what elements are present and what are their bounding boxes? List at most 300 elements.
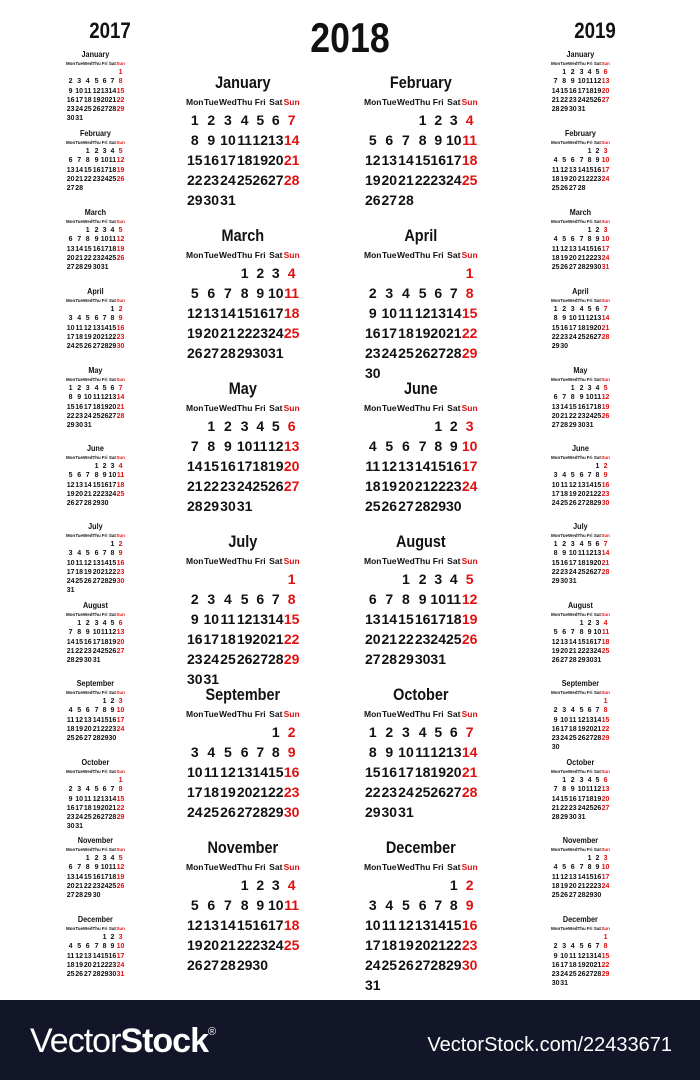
weekday-header: Fri: [586, 61, 593, 66]
day-cell: 6: [68, 864, 73, 872]
day-cell: 23: [116, 568, 125, 576]
day-cell: 17: [593, 638, 602, 646]
weekday-header: Fri: [101, 455, 108, 460]
day-cell: 27: [66, 264, 75, 272]
weekday-header: Fri: [432, 250, 444, 260]
day-cell: 5: [102, 385, 107, 392]
day-cell: 11: [84, 87, 92, 95]
empty-cell: [83, 540, 92, 549]
weekday-header: Tue: [382, 97, 397, 107]
empty-cell: [551, 462, 560, 471]
day-cell: 25: [283, 325, 300, 341]
day-cell: 15: [430, 458, 446, 474]
day-cell: 10: [186, 764, 203, 780]
day-cell: 19: [75, 725, 84, 733]
day-cell: 13: [203, 917, 220, 933]
day-cell: 8: [85, 157, 90, 165]
weekday-header: Sat: [108, 61, 116, 66]
weekday-header: Tue: [382, 403, 397, 413]
day-cell: 6: [85, 943, 90, 951]
day-cell: 19: [92, 804, 101, 812]
day-cell: 1: [85, 148, 90, 155]
day-cell: 18: [551, 882, 560, 890]
day-cell: 30: [220, 498, 236, 514]
day-cell: 24: [601, 254, 610, 262]
weekday-header: Thu: [236, 862, 253, 872]
day-cell: 21: [430, 937, 446, 953]
day-cell: 25: [577, 333, 586, 341]
day-cell: 1: [368, 724, 377, 740]
day-cell: 1: [449, 877, 458, 893]
empty-cell: [83, 462, 92, 471]
day-cell: 19: [116, 873, 125, 881]
day-cell: 23: [577, 412, 586, 420]
weekday-header: Mon: [186, 709, 204, 719]
day-cell: 24: [568, 568, 577, 576]
day-cell: 7: [77, 157, 82, 165]
weekday-header: Sun: [116, 533, 125, 538]
day-cell: 14: [593, 716, 602, 724]
day-cell: 10: [601, 157, 610, 165]
day-cell: 20: [585, 961, 594, 969]
day-cell: 9: [570, 78, 575, 86]
day-cell: 26: [268, 478, 284, 494]
day-cell: 10: [364, 917, 381, 933]
month-march: [551, 206, 610, 272]
day-cell: 13: [66, 166, 75, 174]
weekday-header: Sun: [116, 769, 125, 774]
day-cell: 26: [577, 735, 586, 743]
weekday-header: Sun: [116, 612, 125, 617]
day-cell: 8: [240, 285, 249, 301]
weekday-header: Wed: [568, 533, 578, 538]
day-cell: 4: [595, 385, 600, 392]
day-cell: 13: [398, 458, 414, 474]
day-cell: 5: [579, 943, 584, 951]
day-cell: 12: [560, 873, 569, 881]
month-title: February: [79, 128, 111, 138]
day-cell: 25: [66, 735, 75, 743]
day-cell: 2: [118, 541, 123, 548]
day-cell: 9: [385, 744, 394, 760]
day-cell: 9: [287, 744, 296, 760]
day-cell: 4: [77, 315, 82, 323]
day-cell: 27: [108, 412, 117, 420]
day-cell: 28: [75, 185, 84, 193]
day-cell: 28: [551, 814, 560, 822]
weekday-header: Fri: [101, 298, 108, 303]
weekday-header: Sat: [447, 556, 461, 566]
weekday-header: Sat: [593, 140, 601, 145]
day-cell: 21: [100, 333, 109, 341]
day-cell: 24: [577, 96, 586, 104]
day-cell: 23: [430, 172, 446, 188]
day-cell: 29: [100, 971, 109, 979]
day-cell: 14: [398, 152, 414, 168]
day-cell: 31: [593, 657, 602, 665]
day-cell: 19: [551, 647, 560, 655]
weekday-header: Wed: [83, 377, 93, 382]
day-cell: 15: [108, 559, 117, 567]
day-cell: 16: [414, 611, 431, 627]
weekday-header: Sun: [116, 847, 125, 852]
day-cell: 28: [75, 892, 84, 900]
day-cell: 15: [560, 795, 569, 803]
day-cell: 14: [92, 716, 101, 724]
weekday-header: Wed: [83, 612, 93, 617]
weekday-header: Tue: [75, 847, 83, 852]
day-cell: 19: [116, 245, 125, 253]
day-cell: 2: [68, 78, 73, 86]
day-cell: 18: [83, 804, 92, 812]
day-cell: 8: [68, 394, 73, 402]
empty-cell: [568, 743, 577, 752]
weekday-header: Sat: [593, 61, 601, 66]
day-cell: 7: [77, 236, 82, 244]
day-cell: 20: [100, 804, 109, 812]
empty-cell: [594, 421, 602, 430]
day-cell: 2: [595, 227, 600, 234]
weekday-header: Sun: [461, 97, 478, 107]
day-cell: 10: [560, 716, 569, 724]
weekday-header: Mon: [66, 298, 76, 303]
day-cell: 16: [430, 152, 446, 168]
day-cell: 28: [568, 657, 577, 665]
day-cell: 17: [268, 917, 284, 933]
empty-cell: [586, 979, 594, 988]
day-cell: 24: [601, 882, 610, 890]
day-cell: 2: [385, 724, 394, 740]
day-cell: 14: [116, 394, 125, 402]
weekday-header: Sat: [269, 250, 283, 260]
day-cell: 28: [601, 333, 610, 341]
empty-cell: [397, 263, 415, 283]
empty-cell: [75, 305, 83, 314]
day-cell: 21: [593, 725, 602, 733]
weekday-header: Sat: [269, 862, 283, 872]
day-cell: 11: [577, 550, 586, 558]
day-cell: 25: [560, 500, 569, 508]
day-cell: 29: [446, 957, 462, 973]
day-cell: 26: [236, 651, 253, 667]
day-cell: 24: [446, 172, 462, 188]
month-october: [364, 684, 478, 822]
day-cell: 2: [595, 855, 600, 862]
day-cell: 17: [551, 490, 560, 498]
day-cell: 9: [553, 952, 558, 960]
day-cell: 13: [92, 559, 101, 567]
day-cell: 2: [465, 877, 474, 893]
empty-cell: [381, 975, 397, 995]
empty-cell: [577, 462, 585, 471]
month-february: [66, 127, 125, 193]
day-cell: 4: [553, 157, 558, 165]
day-cell: 8: [240, 897, 249, 913]
day-cell: 16: [551, 961, 560, 969]
day-cell: 27: [66, 185, 75, 193]
empty-cell: [462, 649, 478, 669]
day-cell: 22: [283, 631, 300, 647]
day-cell: 13: [66, 245, 75, 253]
day-cell: 29: [585, 892, 594, 900]
day-cell: 20: [268, 152, 284, 168]
weekday-header: Mon: [66, 377, 76, 382]
month-november: [186, 837, 300, 975]
day-cell: 10: [116, 707, 125, 715]
day-cell: 25: [381, 957, 398, 973]
weekday-header: Wed: [219, 250, 237, 260]
day-cell: 22: [364, 784, 381, 800]
day-cell: 2: [110, 698, 115, 705]
empty-cell: [364, 416, 381, 436]
weekday-header: Tue: [560, 926, 568, 931]
day-cell: 6: [207, 897, 216, 913]
day-cell: 31: [601, 264, 610, 272]
month-title: September: [205, 685, 281, 704]
day-cell: 9: [190, 611, 199, 627]
day-cell: 8: [553, 550, 558, 558]
day-cell: 3: [449, 112, 458, 128]
month-december: [66, 913, 125, 979]
weekday-header: Fri: [586, 690, 593, 695]
day-cell: 22: [551, 568, 560, 576]
day-cell: 27: [252, 651, 268, 667]
weekday-header: Wed: [568, 140, 578, 145]
day-cell: 19: [414, 325, 431, 341]
day-cell: 13: [283, 438, 300, 454]
day-cell: 24: [268, 325, 284, 341]
weekday-header: Sat: [108, 926, 116, 931]
day-cell: 6: [570, 864, 575, 872]
day-cell: 22: [560, 804, 569, 812]
month-title: March: [569, 207, 592, 217]
day-cell: 13: [83, 952, 92, 960]
weekday-header: Tue: [204, 97, 219, 107]
month-april: [66, 285, 125, 351]
empty-cell: [237, 722, 253, 742]
empty-cell: [430, 263, 446, 283]
day-cell: 21: [461, 764, 478, 780]
day-cell: 12: [551, 638, 560, 646]
empty-cell: [203, 875, 219, 895]
day-cell: 26: [66, 500, 75, 508]
day-cell: 30: [283, 804, 300, 820]
day-cell: 15: [236, 305, 253, 321]
day-cell: 29: [83, 892, 92, 900]
day-cell: 18: [66, 725, 75, 733]
weekday-header: Fri: [586, 926, 593, 931]
day-cell: 16: [116, 324, 125, 332]
day-cell: 5: [587, 541, 592, 548]
day-cell: 13: [593, 550, 602, 558]
day-cell: 10: [75, 795, 84, 803]
empty-cell: [116, 822, 125, 831]
day-cell: 13: [268, 132, 284, 148]
day-cell: 13: [568, 873, 577, 881]
day-cell: 1: [94, 463, 99, 470]
day-cell: 1: [287, 571, 296, 587]
month-september: [186, 684, 300, 822]
day-cell: 29: [92, 500, 101, 508]
empty-cell: [586, 813, 594, 822]
month-may: [66, 364, 125, 430]
day-cell: 14: [268, 611, 284, 627]
empty-cell: [430, 875, 446, 895]
day-cell: 14: [568, 638, 577, 646]
day-cell: 16: [593, 166, 602, 174]
day-cell: 7: [595, 943, 600, 951]
empty-cell: [568, 226, 577, 235]
weekday-header: Sun: [461, 250, 478, 260]
day-cell: 26: [108, 647, 117, 655]
weekday-header: Mon: [551, 612, 561, 617]
day-cell: 16: [461, 917, 478, 933]
weekday-header: Thu: [236, 403, 253, 413]
day-cell: 26: [601, 412, 610, 420]
month-february: [364, 72, 478, 210]
day-cell: 21: [381, 631, 398, 647]
weekday-header: Thu: [577, 61, 586, 66]
empty-cell: [219, 263, 237, 283]
day-cell: 13: [446, 744, 462, 760]
day-cell: 22: [108, 333, 117, 341]
empty-cell: [83, 184, 92, 193]
day-cell: 21: [593, 961, 602, 969]
day-cell: 6: [418, 897, 427, 913]
day-cell: 30: [92, 264, 101, 272]
empty-cell: [75, 776, 83, 785]
day-cell: 17: [601, 873, 610, 881]
day-cell: 23: [381, 784, 398, 800]
empty-cell: [66, 226, 75, 235]
day-cell: 21: [283, 152, 300, 168]
day-cell: 23: [66, 106, 75, 114]
month-title: February: [564, 128, 596, 138]
day-cell: 11: [593, 394, 602, 402]
day-cell: 12: [585, 550, 594, 558]
day-cell: 24: [75, 814, 84, 822]
day-cell: 2: [68, 786, 73, 794]
day-cell: 4: [224, 591, 232, 607]
weekday-header: Mon: [364, 709, 382, 719]
day-cell: 17: [203, 631, 220, 647]
weekday-header: Thu: [92, 533, 101, 538]
weekday-header: Sat: [593, 926, 601, 931]
weekday-header: Sun: [116, 377, 125, 382]
day-cell: 4: [465, 112, 474, 128]
day-cell: 17: [75, 804, 84, 812]
day-cell: 2: [553, 707, 558, 715]
weekday-header: Mon: [66, 140, 76, 145]
weekday-header: Tue: [75, 298, 83, 303]
day-cell: 30: [186, 671, 203, 687]
day-cell: 28: [92, 735, 101, 743]
day-cell: 31: [75, 823, 84, 831]
weekday-header: Fri: [254, 97, 266, 107]
empty-cell: [415, 875, 431, 895]
day-cell: 2: [85, 620, 90, 627]
empty-cell: [568, 147, 577, 156]
day-cell: 7: [287, 112, 296, 128]
day-cell: 28: [577, 185, 586, 193]
day-cell: 23: [108, 961, 117, 969]
day-cell: 26: [585, 568, 594, 576]
day-cell: 1: [118, 69, 123, 76]
day-cell: 24: [66, 578, 75, 586]
day-cell: 11: [220, 611, 236, 627]
day-cell: 18: [577, 324, 586, 332]
weekday-header: Sun: [601, 455, 610, 460]
day-cell: 27: [268, 172, 284, 188]
empty-cell: [601, 342, 610, 351]
day-cell: 5: [465, 571, 474, 587]
empty-cell: [116, 656, 125, 665]
weekday-header: Sat: [447, 97, 461, 107]
day-cell: 21: [414, 478, 431, 494]
day-cell: 12: [398, 917, 414, 933]
day-cell: 2: [418, 571, 427, 587]
day-cell: 30: [593, 892, 602, 900]
day-cell: 28: [186, 498, 203, 514]
day-cell: 16: [593, 873, 602, 881]
day-cell: 31: [83, 422, 92, 430]
day-cell: 19: [585, 324, 594, 332]
day-cell: 11: [462, 132, 478, 148]
day-cell: 10: [461, 438, 478, 454]
month-title: July: [573, 521, 588, 531]
month-november: [551, 834, 610, 900]
empty-cell: [601, 577, 610, 586]
day-cell: 5: [434, 724, 443, 740]
day-cell: 13: [66, 873, 75, 881]
day-cell: 29: [186, 192, 203, 208]
month-may: [186, 378, 300, 516]
day-cell: 6: [570, 157, 575, 165]
day-cell: 28: [577, 264, 586, 272]
day-cell: 15: [601, 952, 610, 960]
day-cell: 9: [256, 285, 265, 301]
day-cell: 21: [75, 175, 84, 183]
day-cell: 18: [100, 638, 109, 646]
day-cell: 29: [100, 735, 109, 743]
day-cell: 23: [446, 478, 462, 494]
weekday-header: Mon: [551, 847, 561, 852]
day-cell: 15: [364, 764, 381, 780]
day-cell: 7: [603, 306, 608, 313]
day-cell: 9: [110, 707, 115, 715]
day-cell: 17: [83, 403, 92, 411]
weekday-header: Tue: [560, 847, 568, 852]
day-cell: 3: [118, 934, 123, 941]
empty-cell: [446, 802, 462, 822]
empty-cell: [586, 105, 594, 114]
weekday-header: Fri: [432, 403, 444, 413]
empty-cell: [568, 462, 577, 471]
empty-cell: [415, 975, 431, 995]
day-cell: 18: [92, 403, 101, 411]
day-cell: 26: [116, 254, 125, 262]
day-cell: 16: [75, 403, 84, 411]
weekday-header: Sun: [461, 403, 478, 413]
day-cell: 15: [83, 873, 92, 881]
day-cell: 20: [568, 882, 577, 890]
day-cell: 28: [577, 892, 586, 900]
day-cell: 12: [186, 917, 203, 933]
weekday-header: Mon: [551, 219, 561, 224]
day-cell: 24: [75, 106, 84, 114]
day-cell: 9: [562, 315, 567, 323]
day-cell: 17: [100, 166, 109, 174]
